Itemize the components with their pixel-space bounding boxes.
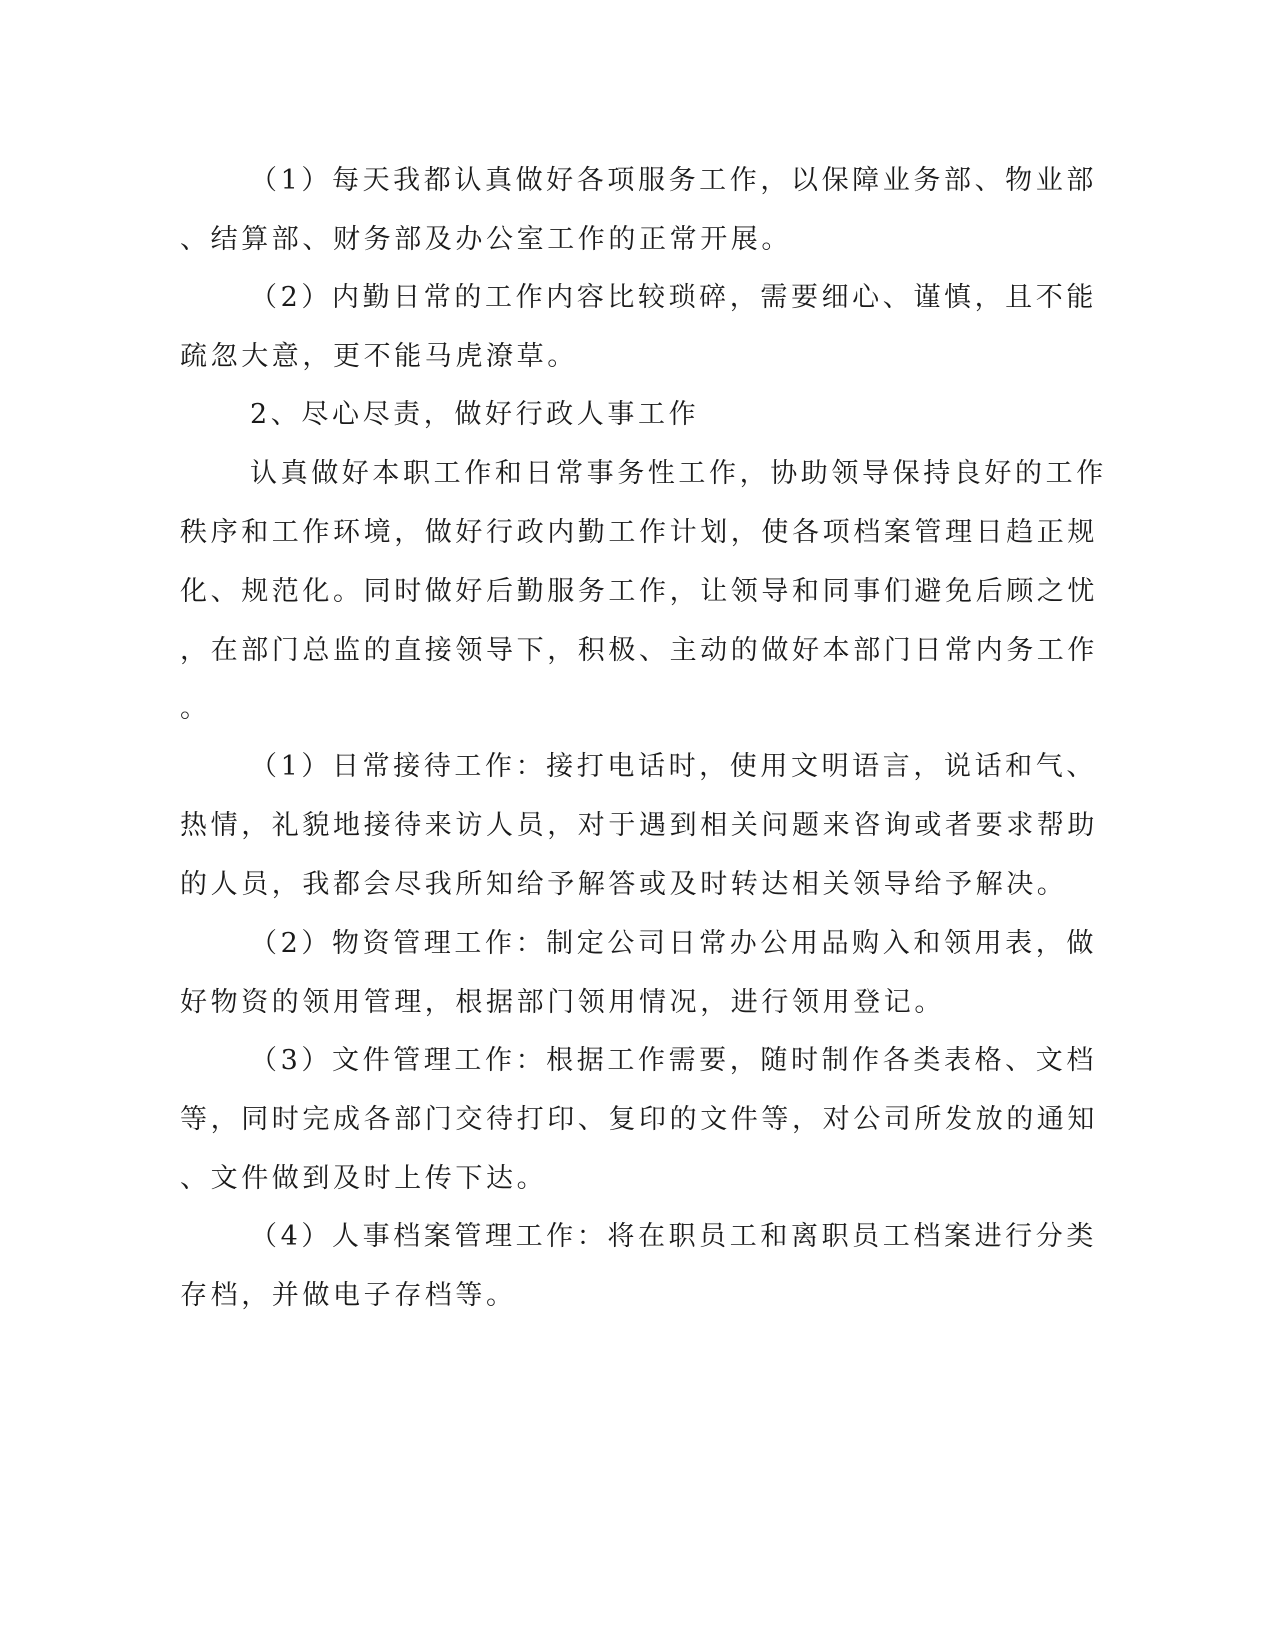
paragraph-line: 化、规范化。同时做好后勤服务工作，让领导和同事们避免后顾之忧 [180,576,1098,607]
paragraph-line: 。 [180,693,211,724]
paragraph-line: （1）每天我都认真做好各项服务工作，以保障业务部、物业部 [250,165,1097,196]
paragraph-line: 、文件做到及时上传下达。 [180,1163,548,1194]
paragraph-line: ，在部门总监的直接领导下，积极、主动的做好本部门日常内务工作 [180,635,1098,666]
paragraph-line: 疏忽大意，更不能马虎潦草。 [180,341,578,372]
paragraph-line: （2）物资管理工作：制定公司日常办公用品购入和领用表，做 [250,928,1097,959]
paragraph-line: （2）内勤日常的工作内容比较琐碎，需要细心、谨慎，且不能 [250,282,1097,313]
paragraph-line: （4）人事档案管理工作：将在职员工和离职员工档案进行分类 [250,1221,1097,1252]
paragraph-line: 热情，礼貌地接待来访人员，对于遇到相关问题来咨询或者要求帮助 [180,810,1098,841]
paragraph-line: 存档，并做电子存档等。 [180,1280,517,1311]
paragraph-line: （1）日常接待工作：接打电话时，使用文明语言，说话和气、 [250,751,1097,782]
paragraph-line: 认真做好本职工作和日常事务性工作，协助领导保持良好的工作 [250,458,1107,489]
paragraph-line: 的人员，我都会尽我所知给予解答或及时转达相关领导给予解决。 [180,869,1068,900]
section-heading: 2、尽心尽责，做好行政人事工作 [250,399,700,430]
paragraph-line: 、结算部、财务部及办公室工作的正常开展。 [180,224,792,255]
paragraph-line: 秩序和工作环境，做好行政内勤工作计划，使各项档案管理日趋正规 [180,517,1098,548]
paragraph-line: 好物资的领用管理，根据部门领用情况，进行领用登记。 [180,987,945,1018]
paragraph-line: 等，同时完成各部门交待打印、复印的文件等，对公司所发放的通知 [180,1104,1098,1135]
paragraph-line: （3）文件管理工作：根据工作需要，随时制作各类表格、文档 [250,1045,1097,1076]
